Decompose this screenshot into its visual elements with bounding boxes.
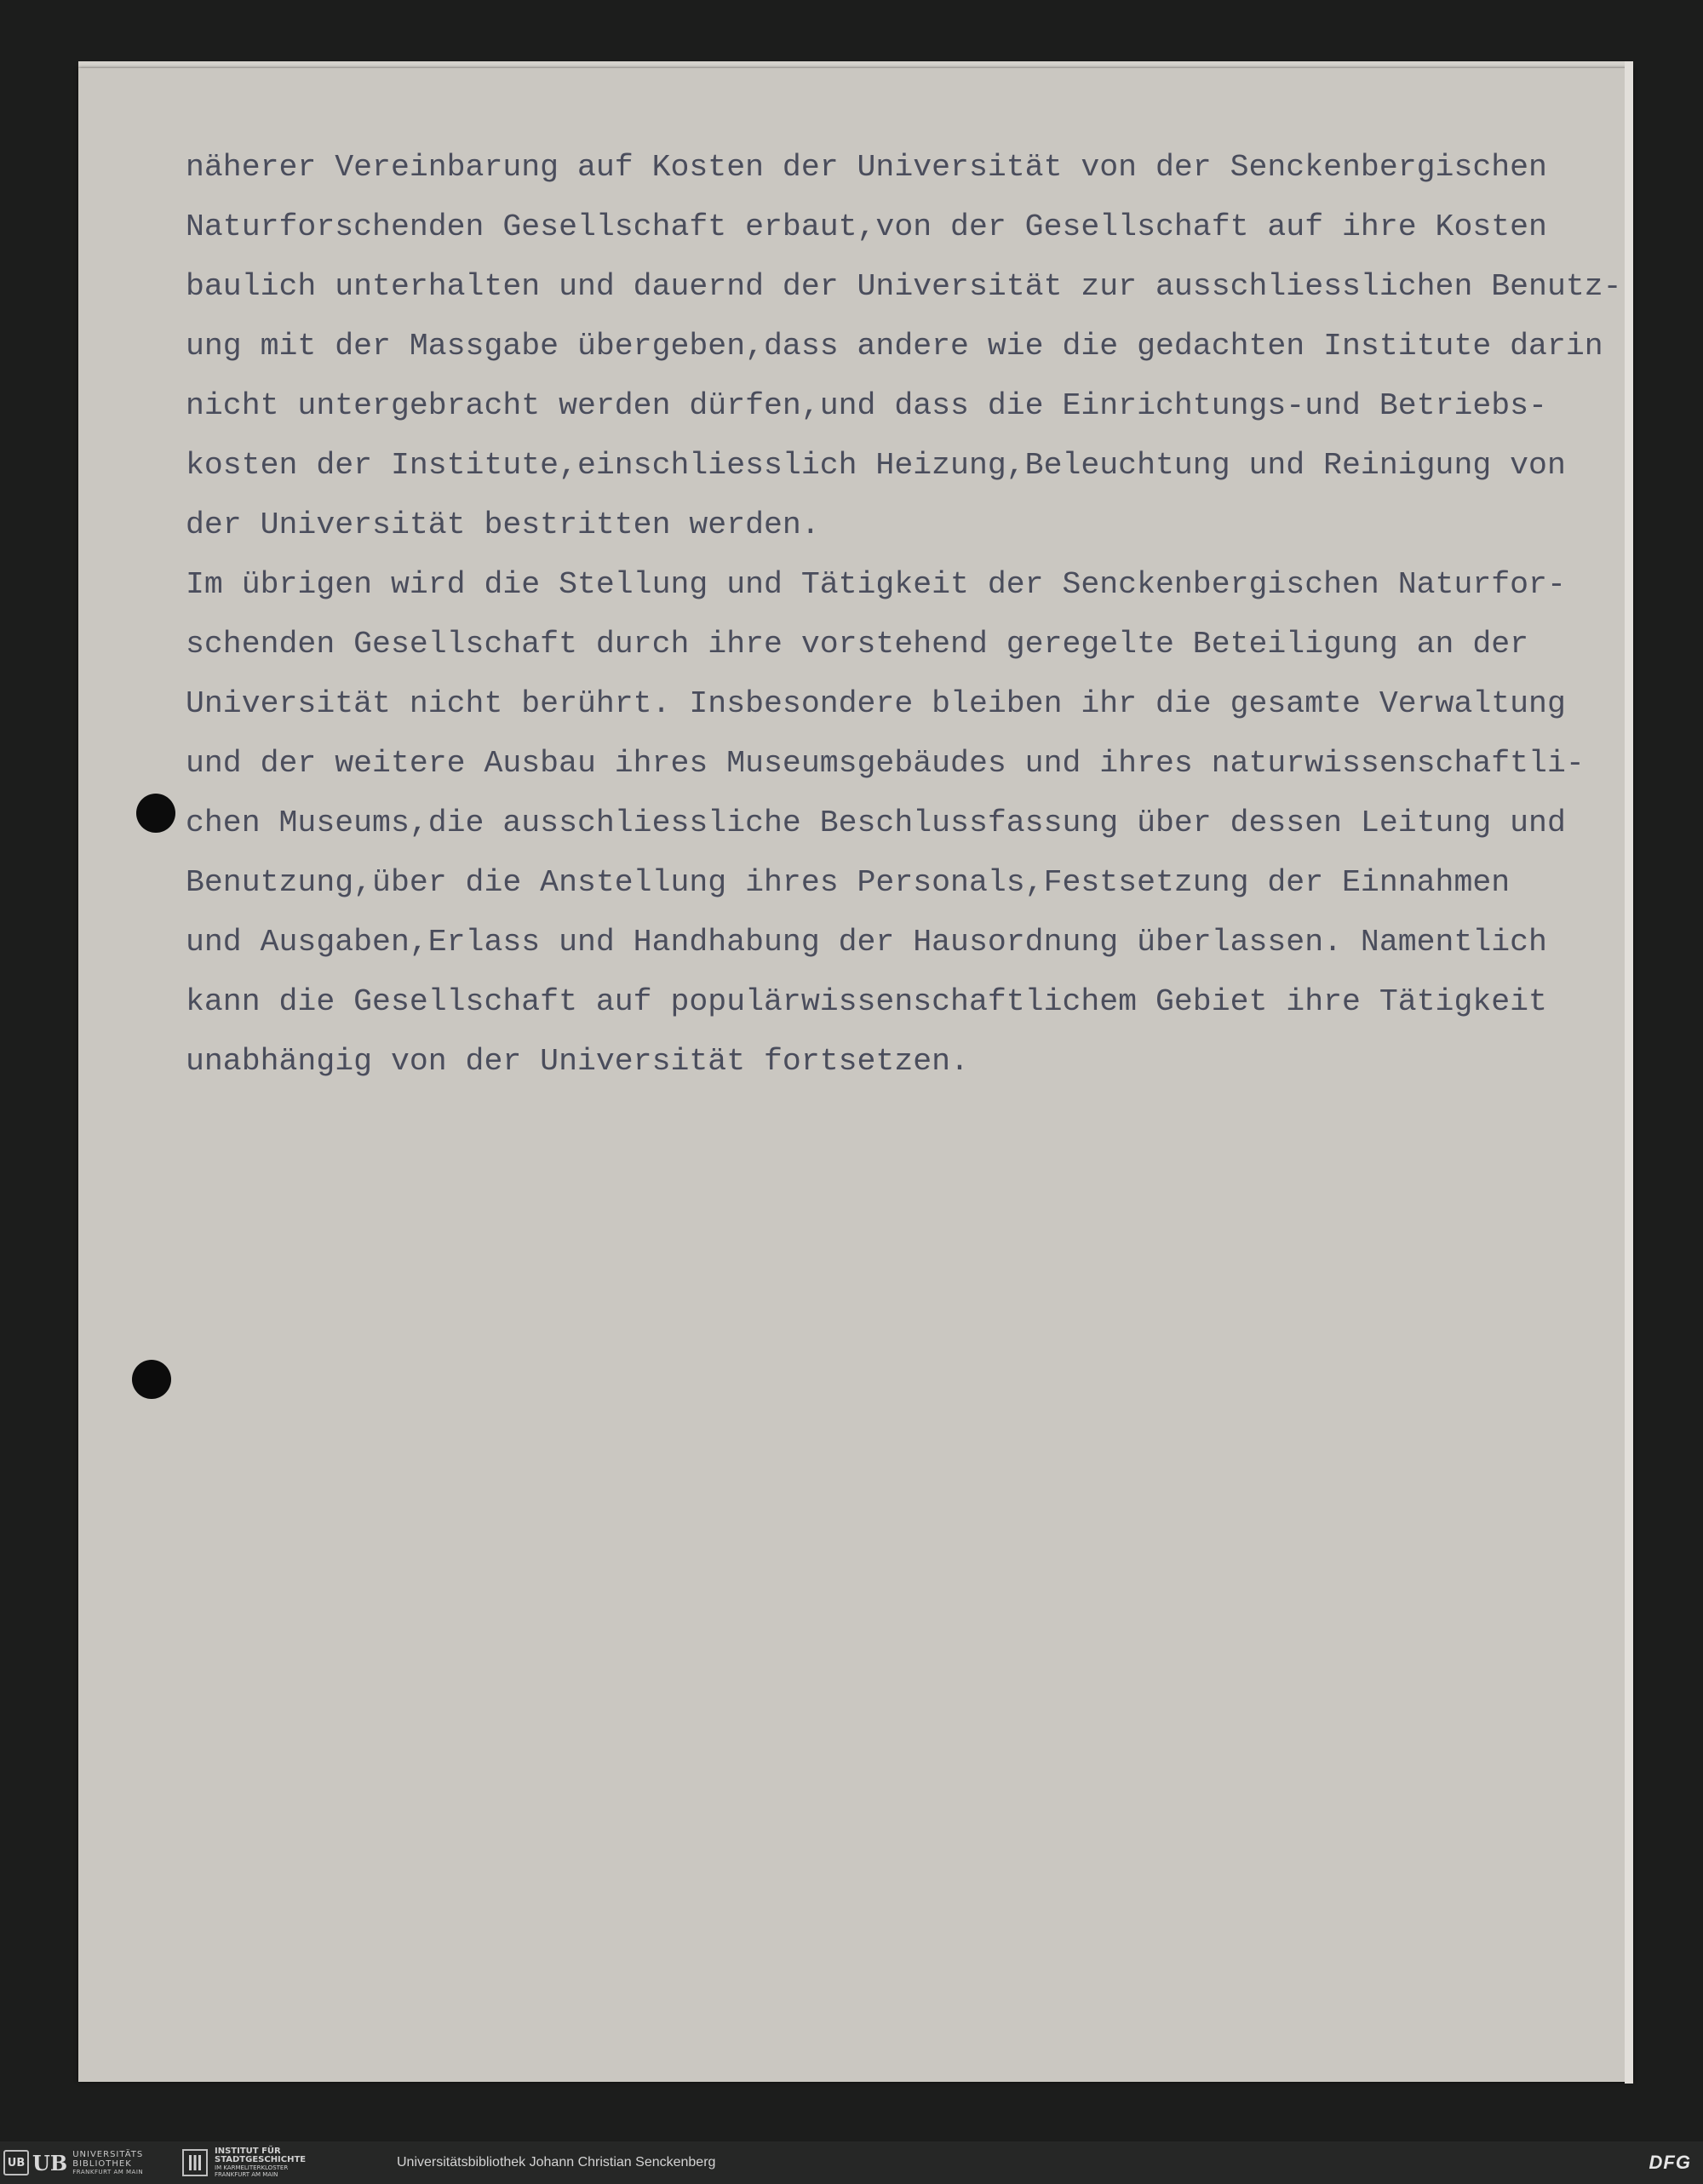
text-line: und der weitere Ausbau ihres Museumsgebäudes und ihres naturwissenschaftli- [186, 746, 1585, 781]
isg-line-4: FRANKFURT AM MAIN [215, 2171, 278, 2178]
ub-emblem-icon: UB [3, 2150, 29, 2175]
text-line: nicht untergebracht werden dürfen,und dass die Einrichtungs-und Betriebs- [186, 388, 1547, 423]
viewer-footer [0, 2141, 1703, 2184]
ub-line-2: BIBLIOTHEK [72, 2158, 132, 2169]
ub-logo[interactable] [3, 2148, 174, 2177]
ub-name [72, 2150, 143, 2176]
typewritten-text [186, 138, 1625, 1092]
paper-right-edge [1625, 61, 1633, 2084]
text-line: unabhängig von der Universität fortsetzen. [186, 1044, 969, 1079]
text-line: näherer Vereinbarung auf Kosten der Universität von der Senckenbergischen [186, 150, 1547, 185]
text-line: und Ausgaben,Erlass und Handhabung der Hausordnung überlassen. Namentlich [186, 925, 1547, 960]
text-line: Naturforschenden Gesellschaft erbaut,von der Gesellschaft auf ihre Kosten [186, 209, 1547, 244]
text-line: ung mit der Massgabe übergeben,dass andere wie die gedachten Institute darin [186, 329, 1603, 364]
ub-letters: UB [32, 2150, 68, 2175]
punch-hole-upper [136, 794, 175, 833]
isg-line-1: INSTITUT FÜR [215, 2147, 281, 2156]
text-line: Benutzung,über die Anstellung ihres Personals,Festsetzung der Einnahmen [186, 865, 1511, 900]
isg-logo[interactable] [182, 2148, 370, 2177]
ub-line-1: UNIVERSITÄTS [72, 2149, 144, 2159]
dfg-logo[interactable]: DFG [1649, 2152, 1691, 2173]
punch-hole-lower [132, 1360, 171, 1399]
isg-line-2: STADTGESCHICHTE [215, 2155, 307, 2164]
ub-line-3: FRANKFURT AM MAIN [72, 2168, 144, 2175]
text-line: chen Museums,die ausschliessliche Beschlussfassung über dessen Leitung und [186, 805, 1566, 840]
library-title: Universitätsbibliothek Johann Christian Senckenberg [397, 2155, 716, 2170]
text-line: Universität nicht berührt. Insbesondere bleiben ihr die gesamte Verwaltung [186, 686, 1566, 721]
text-line: Im übrigen wird die Stellung und Tätigkeit der Senckenbergischen Naturfor- [186, 567, 1566, 602]
text-line: der Universität bestritten werden. [186, 507, 820, 542]
isg-line-3: IM KARMELITERKLOSTER [215, 2164, 289, 2171]
isg-name [215, 2147, 306, 2178]
isg-emblem-icon [182, 2149, 208, 2176]
text-line: baulich unterhalten und dauernd der Universität zur ausschliesslichen Benutz- [186, 269, 1622, 304]
text-line: kosten der Institute,einschliesslich Heizung,Beleuchtung und Reinigung von [186, 448, 1566, 483]
text-line: schenden Gesellschaft durch ihre vorstehend geregelte Beteiligung an der [186, 627, 1529, 662]
text-line: kann die Gesellschaft auf populärwissenschaftlichem Gebiet ihre Tätigkeit [186, 984, 1547, 1019]
